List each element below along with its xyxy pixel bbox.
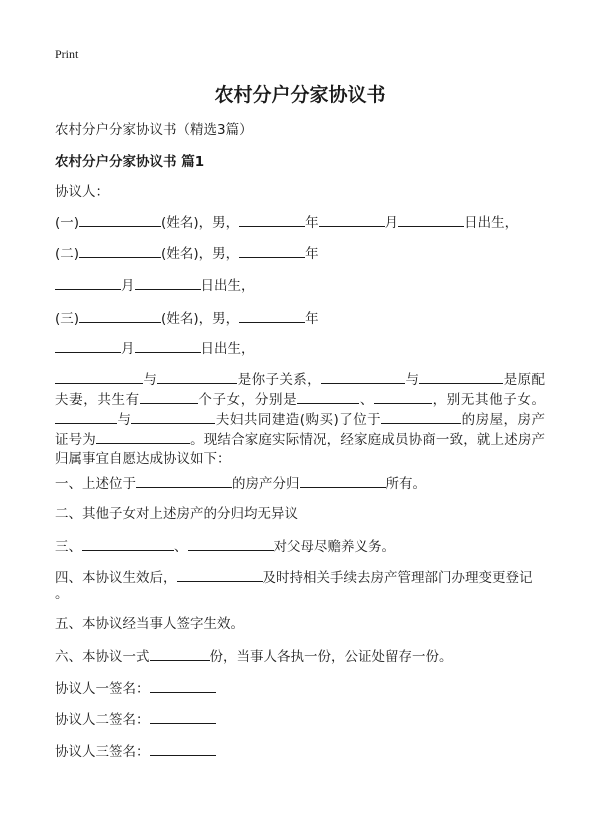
party-3-day-label: 日出生， [200, 341, 255, 357]
item-1-text-a: 一、上述位于 [55, 476, 136, 492]
document-title: 农村分户分家协议书 [214, 84, 386, 106]
item-4-end: 。 [55, 586, 69, 602]
party-2-year-blank[interactable] [239, 244, 305, 258]
body-blank-1[interactable] [55, 370, 143, 384]
item-5: 五、本协议经当事人签字生效。 [55, 616, 244, 632]
body-blank-6[interactable] [297, 390, 359, 404]
party-3-month-blank[interactable] [55, 339, 121, 353]
parties-label: 协议人： [55, 184, 109, 200]
item-4-blank[interactable] [177, 568, 263, 582]
signature-2-label: 协议人二签名： [55, 712, 150, 728]
body-text-2: 是你子关系， [237, 372, 322, 388]
party-3-prefix: (三) [55, 311, 80, 327]
item-3-text-a: 三、 [55, 539, 82, 555]
item-4-text-a: 四、本协议生效后， [55, 570, 177, 586]
party-1-day-label: 日出生， [464, 215, 519, 231]
item-1-blank-1[interactable] [136, 474, 232, 488]
body-blank-8[interactable] [55, 410, 117, 424]
party-3-year-label: 年 [305, 311, 319, 327]
signature-2 [55, 710, 216, 729]
party-2-name-label: (姓名)，男， [161, 246, 240, 262]
party-3-day-blank[interactable] [135, 339, 201, 353]
item-3-blank-2[interactable] [188, 537, 274, 551]
party-1-name-blank[interactable] [79, 213, 161, 227]
item-4-text-b: 及时持相关手续去房产管理部门办理变更登记 [262, 570, 533, 586]
body-paragraph [55, 370, 545, 469]
party-3-year-blank[interactable] [239, 309, 305, 323]
party-2-day-label: 日出生， [200, 278, 255, 294]
party-1-line [55, 213, 518, 232]
item-6 [55, 647, 453, 666]
body-text-8: 与 [117, 412, 132, 428]
party-1-year-blank[interactable] [239, 213, 305, 227]
party-1-prefix: (一) [55, 215, 80, 231]
item-2: 二、其他子女对上述房产的分归均无异议 [55, 506, 298, 522]
party-1-name-label: (姓名)，男， [161, 215, 240, 231]
section-heading: 农村分户分家协议书 篇1 [55, 154, 205, 170]
body-blank-9[interactable] [131, 410, 215, 424]
body-text-4: 是原配夫妻，共生有 [55, 372, 546, 408]
body-text-1: 与 [143, 372, 158, 388]
signature-2-blank[interactable] [150, 710, 216, 724]
item-3-text-c: 对父母尽赡养义务。 [273, 539, 395, 555]
party-2-day-blank[interactable] [135, 276, 201, 290]
party-3-line [55, 309, 319, 328]
item-1-blank-2[interactable] [300, 474, 386, 488]
body-blank-7[interactable] [374, 390, 432, 404]
party-1-day-blank[interactable] [398, 213, 464, 227]
item-3-text-b: 、 [174, 539, 188, 555]
body-text-3: 与 [405, 372, 420, 388]
party-2-year-label: 年 [305, 246, 319, 262]
item-1-text-c: 所有。 [385, 476, 426, 492]
party-2-month-label: 月 [121, 278, 135, 294]
body-text-10: 的房屋，房产证号为 [55, 412, 545, 448]
document-subtitle: 农村分户分家协议书（精选3篇） [55, 122, 253, 138]
body-blank-10[interactable] [381, 410, 461, 424]
item-6-blank[interactable] [150, 647, 210, 661]
signature-1-label: 协议人一签名： [55, 681, 150, 697]
print-link[interactable]: Print [55, 47, 79, 61]
party-1-year-label: 年 [305, 215, 319, 231]
party-2-prefix: (二) [55, 246, 80, 262]
signature-1-blank[interactable] [150, 679, 216, 693]
body-text-9: 夫妇共同建造(购买)了位于 [215, 412, 382, 428]
party-1-month-blank[interactable] [319, 213, 385, 227]
body-blank-5[interactable] [140, 390, 198, 404]
body-blank-4[interactable] [419, 370, 503, 384]
body-text-7: ，别无其他子女。 [432, 392, 545, 408]
body-blank-3[interactable] [321, 370, 405, 384]
item-6-text-a: 六、本协议一式 [55, 649, 150, 665]
signature-3 [55, 742, 216, 761]
signature-1 [55, 679, 216, 698]
party-3-month-label: 月 [121, 341, 135, 357]
party-3-name-label: (姓名)，男， [161, 311, 240, 327]
signature-3-label: 协议人三签名： [55, 744, 150, 760]
party-2-month-blank[interactable] [55, 276, 121, 290]
item-1 [55, 474, 426, 493]
body-text-11: 。现结合家庭实际情况，经家庭成员协商一致，就上述房产归属事宜自愿达成协议如下： [55, 432, 546, 467]
party-2-line [55, 244, 319, 263]
item-3 [55, 537, 395, 556]
item-3-blank-1[interactable] [82, 537, 174, 551]
body-blank-2[interactable] [157, 370, 237, 384]
party-2-line-2 [55, 276, 255, 295]
body-blank-11[interactable] [96, 430, 190, 444]
signature-3-blank[interactable] [150, 742, 216, 756]
body-text-5: 个子女，分别是 [197, 392, 298, 408]
item-1-text-b: 的房产分归 [232, 476, 300, 492]
body-text-6: 、 [359, 392, 374, 408]
item-4 [55, 568, 533, 587]
party-2-name-blank[interactable] [79, 244, 161, 258]
party-3-line-2 [55, 339, 255, 358]
item-6-text-b: 份，当事人各执一份，公证处留存一份。 [209, 649, 453, 665]
party-3-name-blank[interactable] [79, 309, 161, 323]
party-1-month-label: 月 [384, 215, 399, 231]
